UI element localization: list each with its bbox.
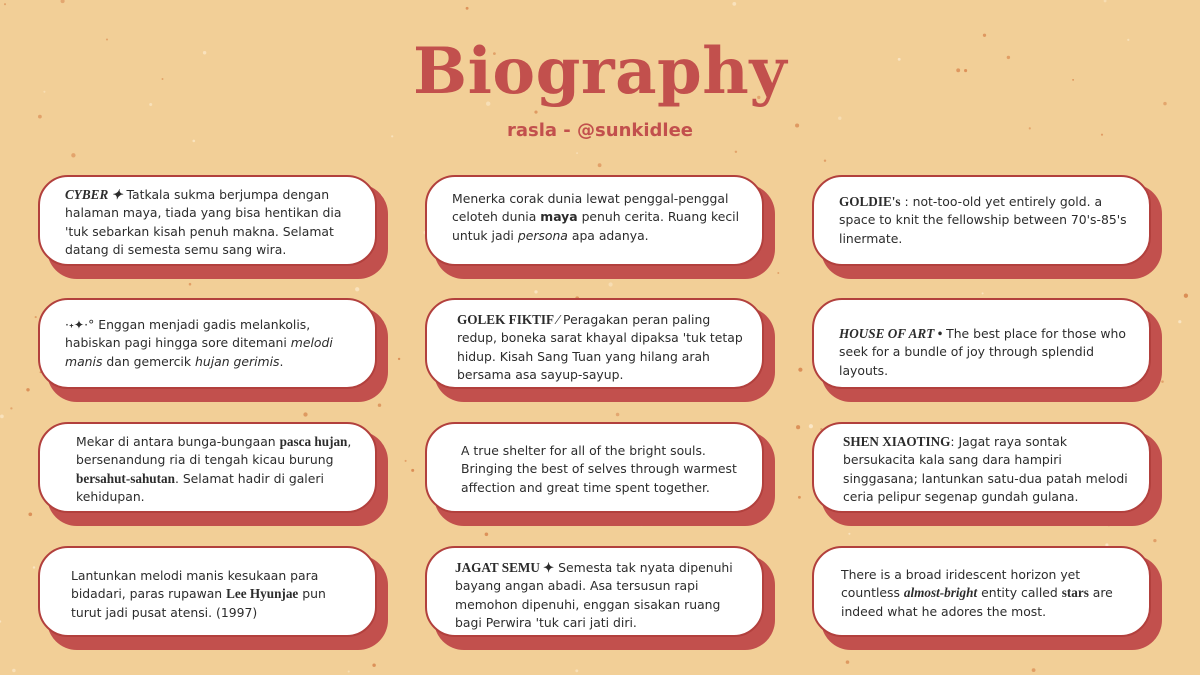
speckle-dot — [61, 0, 65, 3]
speckle-dot — [609, 282, 613, 286]
speckle-dot — [798, 496, 801, 499]
speckle-dot — [824, 159, 826, 161]
speckle-dot — [575, 669, 578, 672]
speckle-dot — [33, 566, 35, 568]
card-text: : not-too-old yet entirely gold. a space to knit the fellowship between 70's-85's linermate. — [839, 194, 1127, 246]
card-text-bold: bersahut-sahutan — [76, 470, 175, 486]
speckle-dot — [189, 283, 192, 286]
bio-card-goldie — [812, 175, 1160, 277]
card-body — [38, 422, 377, 513]
card-text: A true shelter for all of the bright souls. Bringing the best of selves through warmest affection and great time spent together. — [461, 443, 737, 495]
speckle-dot — [303, 412, 307, 416]
speckle-dot — [71, 153, 75, 157]
card-body — [425, 175, 764, 266]
speckle-dot — [10, 407, 12, 409]
card-text-italic: hujan gerimis — [194, 353, 280, 369]
speckle-dot — [1032, 668, 1036, 672]
card-lead: HOUSE OF ART • — [839, 326, 943, 341]
speckle-dot — [0, 620, 1, 622]
card-lead: CYBER ✦ — [65, 187, 123, 202]
card-text-bold: pasca hujan — [279, 434, 348, 449]
card-lead: GOLEK FIKTIF ⁄ — [457, 312, 560, 327]
card-body — [38, 546, 377, 637]
card-text-bold-italic: almost-bright — [903, 585, 978, 601]
speckle-dot — [598, 163, 602, 167]
speckle-dot — [1184, 294, 1188, 298]
bio-card-jagat-semu — [425, 546, 773, 648]
speckle-dot — [796, 425, 800, 429]
card-body — [425, 298, 764, 389]
card-text: Lantunkan melodi manis kesukaan para bidadari, paras rupawan — [71, 568, 319, 602]
speckle-dot — [398, 358, 400, 360]
bio-card-house-of-art — [812, 298, 1160, 400]
card-text: , bersenandung ria di tengah kicau burung — [76, 434, 352, 468]
card-body — [425, 422, 764, 513]
speckle-dot — [28, 512, 32, 516]
speckle-dot — [1161, 380, 1164, 383]
speckle-dot — [466, 7, 469, 10]
speckle-dot — [405, 460, 407, 462]
speckle-dot — [35, 316, 37, 318]
speckle-dot — [378, 403, 381, 406]
card-text: entity called — [977, 585, 1062, 601]
speckle-dot — [735, 151, 737, 153]
bio-card-menerka — [425, 175, 773, 277]
card-text: The best place for those who seek for a bundle of joy through splendid layouts. — [839, 326, 1126, 378]
speckle-dot — [576, 152, 578, 154]
card-lead: SHEN XIAOTING — [843, 434, 951, 449]
bio-card-melankolis — [38, 298, 386, 400]
card-body — [812, 298, 1151, 389]
speckle-dot — [485, 533, 489, 537]
card-body — [812, 422, 1151, 513]
speckle-dot — [411, 469, 414, 472]
speckle-dot — [372, 663, 375, 666]
speckle-dot — [4, 3, 6, 5]
speckle-dot — [846, 660, 850, 664]
card-text: Menerka corak dunia lewat penggal-penggal celoteh dunia — [452, 191, 729, 225]
card-text: are indeed what he adores the most. — [841, 585, 1113, 619]
speckle-dot — [12, 669, 15, 672]
page-title: Biography — [413, 34, 787, 109]
card-body — [38, 175, 377, 266]
card-text: . Selamat hadir di galeri kehidupan. — [76, 470, 324, 505]
card-text: penuh cerita. Ruang kecil untuk jadi — [452, 209, 740, 243]
speckle-dot — [732, 2, 736, 6]
bio-card-shen-xiaoting — [812, 422, 1160, 524]
bio-card-horizon — [812, 546, 1160, 648]
card-body — [812, 175, 1151, 266]
card-text: . — [279, 353, 284, 369]
speckle-dot — [1178, 320, 1181, 323]
card-text-bold: stars — [1061, 585, 1089, 601]
speckle-dot — [616, 413, 620, 417]
speckle-dot — [798, 368, 802, 372]
bio-card-golek-fiktif — [425, 298, 773, 400]
speckle-dot — [534, 290, 537, 293]
speckle-dot — [848, 533, 850, 535]
speckle-dot — [26, 388, 29, 391]
speckle-dot — [1153, 539, 1156, 542]
card-body — [425, 546, 764, 637]
card-text-bold: Lee Hyunjae — [226, 586, 299, 602]
card-body — [38, 298, 377, 389]
card-lead: JAGAT SEMU ✦ — [455, 560, 555, 575]
card-text-italic: melodi manis — [65, 335, 333, 369]
speckle-dot — [0, 415, 4, 419]
card-text-bold: maya — [540, 209, 578, 225]
card-lead: ·˖✦·° — [65, 317, 95, 332]
card-text: apa adanya. — [567, 227, 649, 243]
card-text: Tatkala sukma berjumpa dengan halaman maya, tiada yang bisa hentikan dia 'tuk sebarkan kisah penuh makna. Selamat datang di semesta semu sang wira. — [65, 187, 342, 258]
card-text: pun turut jadi pusat atensi. (1997) — [71, 586, 326, 620]
speckle-dot — [1104, 0, 1107, 2]
card-body — [812, 546, 1151, 637]
speckle-dot — [982, 292, 984, 294]
speckle-dot — [355, 287, 359, 291]
card-text: Semesta tak nyata dipenuhi bayang angan abadi. Asa tersusun rapi memohon dipenuhi, enggan sisakan ruang bagi Perwira 'tuk cari jati diri. — [455, 560, 733, 631]
card-text: : Jagat raya sontak bersukacita kala sang dara hampiri singgasana; lantunkan satu-dua patah melodi ceria pelipur segenap gundah gulana. — [843, 434, 1128, 505]
page-subtitle: rasla - @sunkidlee — [506, 120, 693, 141]
bio-card-lantunkan — [38, 546, 386, 648]
card-text: Peragakan peran paling redup, boneka sarat khayal dipaksa 'tuk tetap hidup. Kisah Sang Tuan yang hilang arah bersama asa sayup-sayup. — [457, 312, 743, 383]
card-text-italic: persona — [517, 227, 568, 243]
bio-card-mekar — [38, 422, 386, 524]
card-lead: GOLDIE's — [839, 194, 901, 209]
card-text: There is a broad iridescent horizon yet countless — [841, 567, 1081, 601]
card-text: Mekar di antara bunga-bungaan — [76, 434, 280, 449]
card-text: dan gemercik — [102, 353, 195, 369]
speckle-dot — [777, 272, 779, 274]
bio-card-shelter — [425, 422, 773, 524]
speckle-dot — [348, 670, 350, 672]
card-text: Enggan menjadi gadis melankolis, habiskan pagi hingga sore ditemani — [65, 317, 311, 351]
bio-card-cyber — [38, 175, 386, 277]
